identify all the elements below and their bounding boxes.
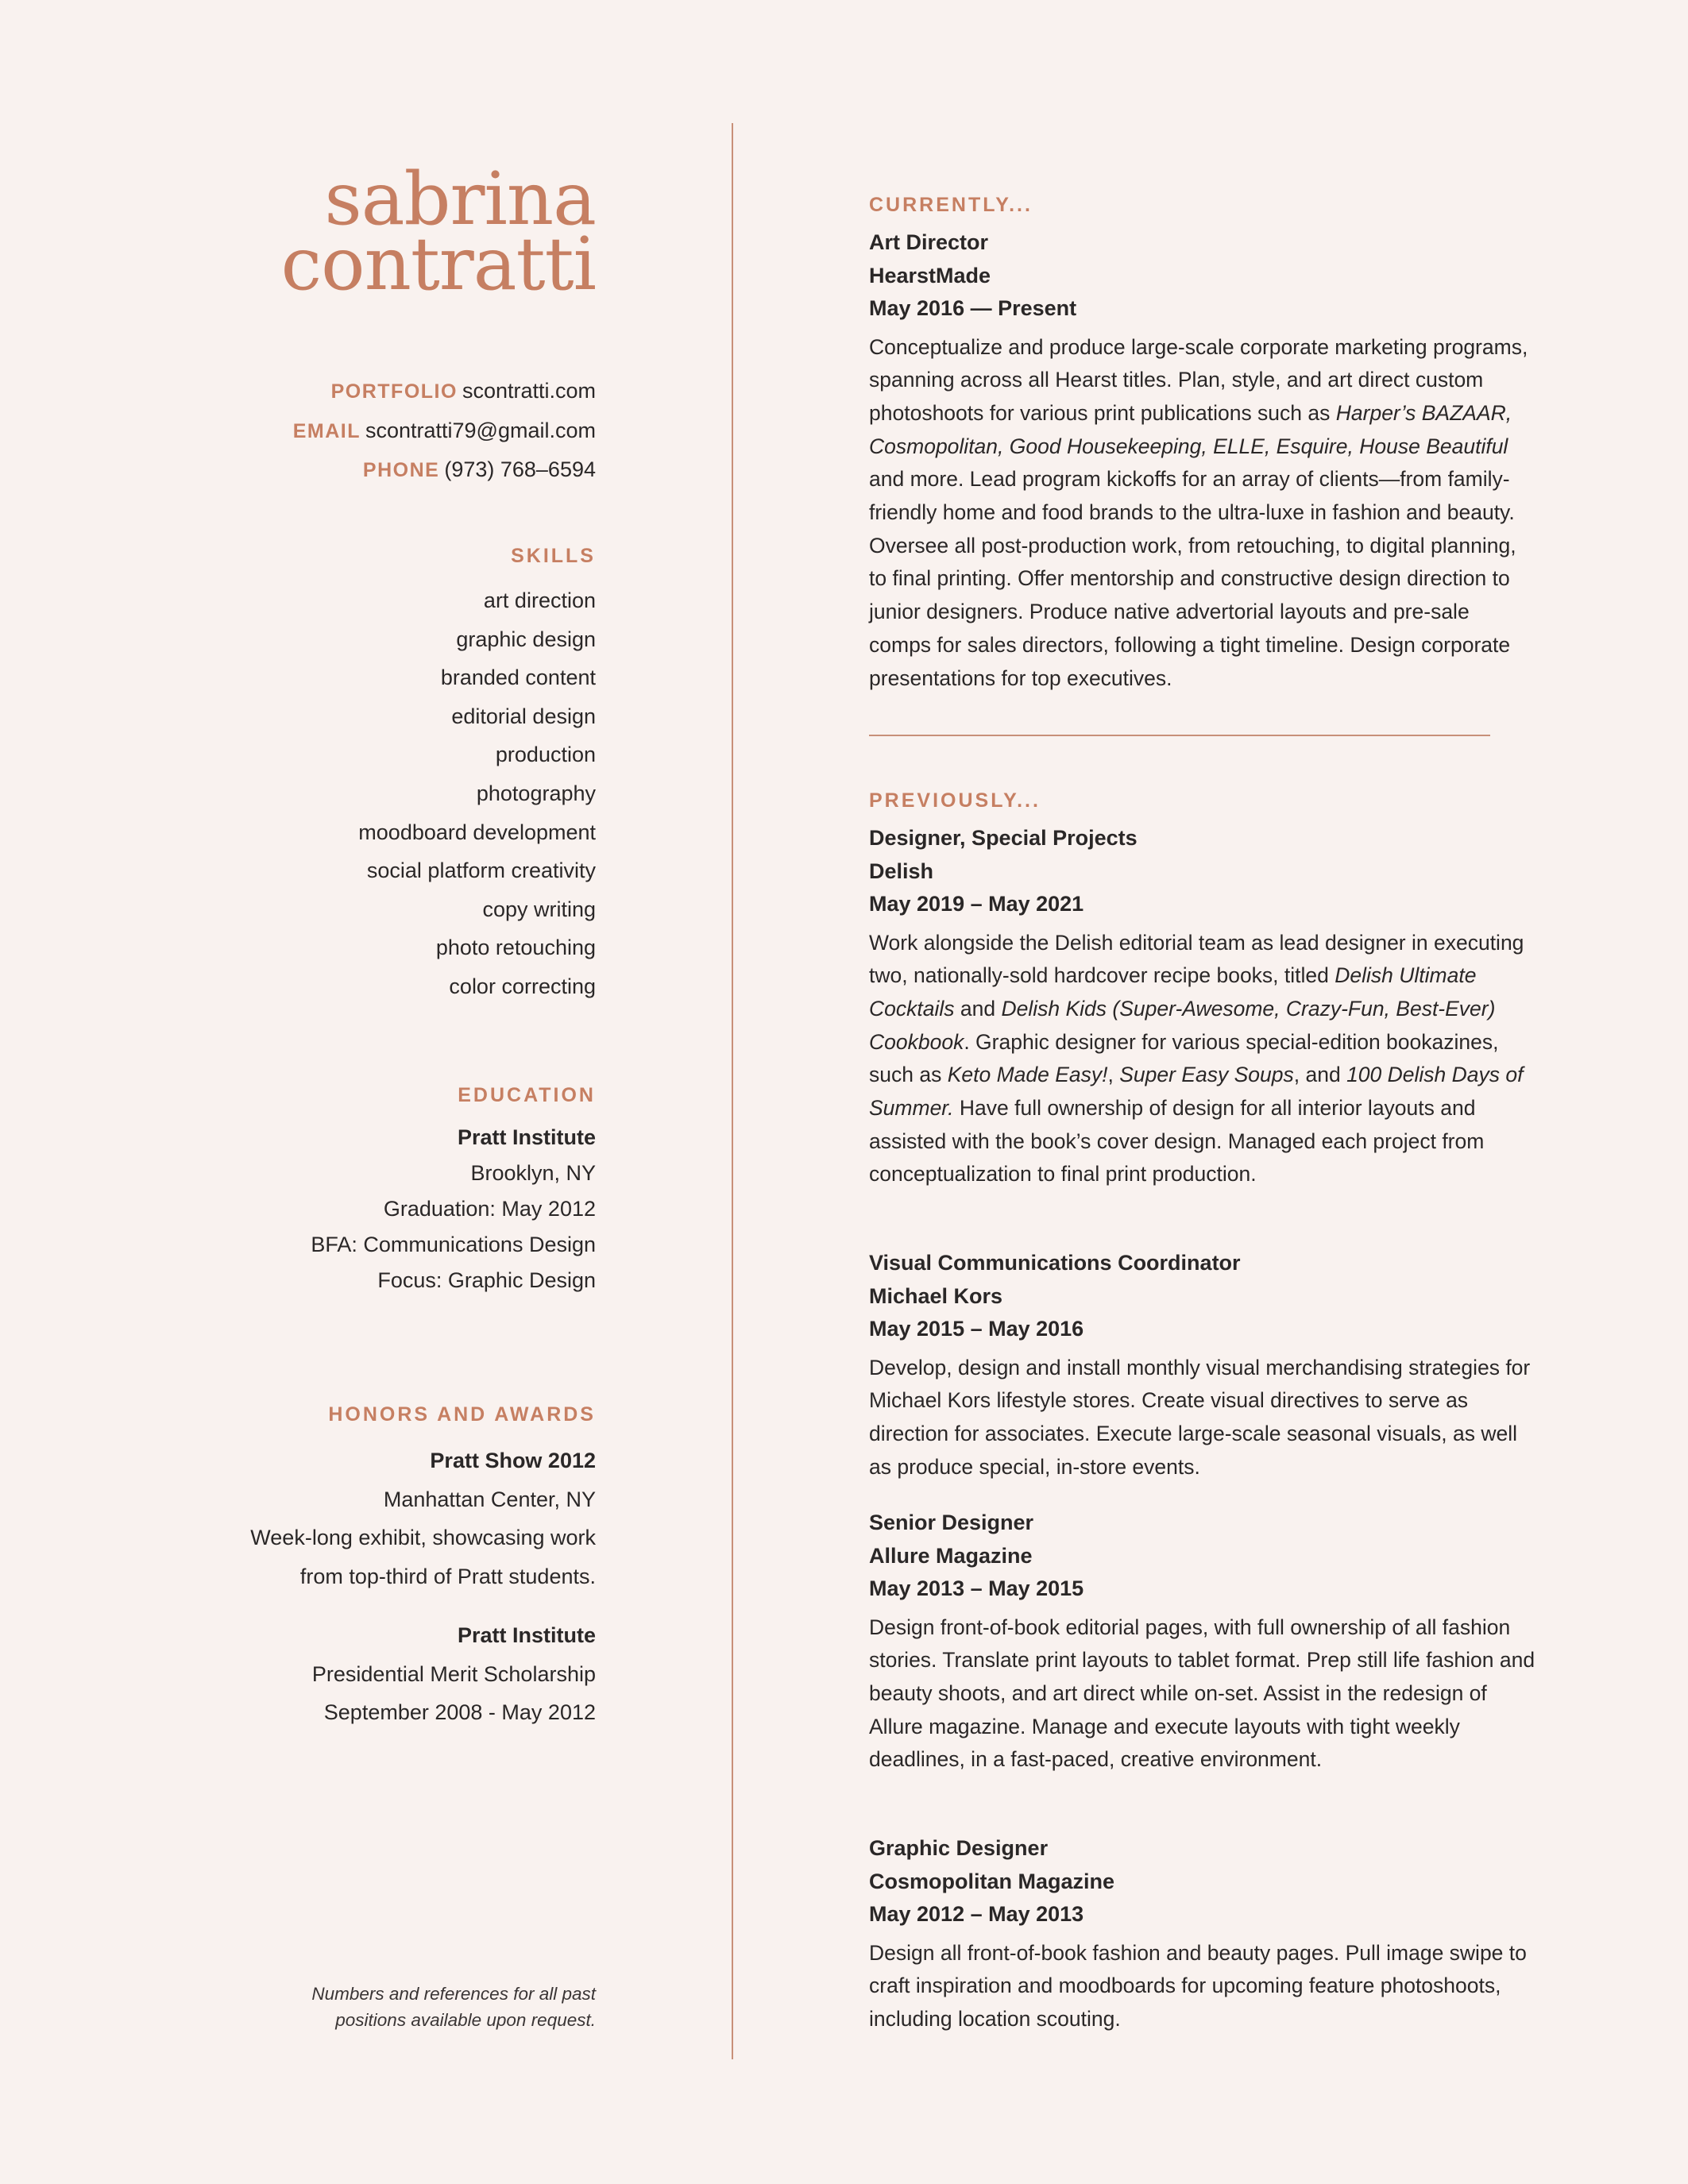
honor-title: Pratt Show 2012 [430, 1449, 596, 1472]
honor-line: from top-third of Pratt students. [299, 1564, 596, 1588]
education-graduation: Graduation: May 2012 [383, 1197, 596, 1221]
references-note-line: positions available upon request. [335, 2010, 596, 2030]
honor-item [103, 1441, 596, 1596]
first-name: sabrina [324, 156, 596, 241]
contact-portfolio [119, 372, 596, 411]
resume-name [119, 156, 596, 307]
job-description: Design all front-of-book fashion and beauty pages. Pull image swipe to craft inspiration and moodboards for upcoming feature photoshoots, including location scouting. [869, 1940, 1527, 2031]
skill-item: social platform creativity [366, 859, 596, 883]
skill-item: editorial design [451, 704, 596, 728]
job-company: Allure Magazine [869, 1543, 1033, 1568]
previous-job [869, 1507, 1536, 1777]
contact-info [119, 372, 596, 490]
honor-item [103, 1616, 596, 1732]
honor-line: Presidential Merit Scholarship [311, 1661, 596, 1686]
current-heading: CURRENTLY... [869, 194, 1033, 216]
job-title: Art Director [869, 230, 989, 254]
contact-label: PORTFOLIO [330, 380, 458, 403]
honor-line: September 2008 - May 2012 [323, 1700, 596, 1724]
vertical-divider [732, 123, 733, 2059]
phone-value: (973) 768–6594 [444, 457, 596, 481]
honor-line: Week-long exhibit, showcasing work [250, 1526, 596, 1549]
email-link[interactable]: scontratti79@gmail.com [365, 418, 596, 442]
job-dates: May 2016 — Present [869, 296, 1077, 320]
skill-item: production [495, 743, 596, 767]
contact-label: EMAIL [292, 419, 361, 442]
honors-heading: HONORS AND AWARDS [328, 1403, 596, 1426]
section-divider [869, 735, 1490, 736]
previous-job [869, 1247, 1536, 1484]
skill-item: art direction [483, 588, 596, 612]
last-name: contratti [280, 222, 596, 307]
job-dates: May 2013 – May 2015 [869, 1576, 1084, 1600]
skill-item: photography [476, 781, 596, 805]
skills-list [119, 581, 596, 1006]
contact-email [119, 411, 596, 451]
previous-heading: PREVIOUSLY... [869, 789, 1041, 812]
job-dates: May 2012 – May 2013 [869, 1902, 1084, 1926]
education-block [119, 1120, 596, 1298]
contact-label: PHONE [362, 459, 440, 481]
job-title: Visual Communications Coordinator [869, 1251, 1241, 1275]
job-company: Michael Kors [869, 1283, 1003, 1308]
honor-title: Pratt Institute [457, 1623, 596, 1647]
job-title: Graphic Designer [869, 1836, 1049, 1860]
job-dates: May 2015 – May 2016 [869, 1317, 1084, 1341]
education-focus: Focus: Graphic Design [377, 1268, 596, 1292]
job-title: Senior Designer [869, 1511, 1034, 1534]
job-company: Cosmopolitan Magazine [869, 1869, 1115, 1893]
education-degree: BFA: Communications Design [311, 1233, 596, 1256]
job-description: Conceptualize and produce large-scale corporate marketing programs, spanning across all Hearst titles. Plan, style, and art direct custom photoshoots for various print publications such as Harper’s BAZAAR, Cosmopolitan, Good Housekeeping, ELLE, Esquire, House Beautiful and more. Lead program kickoffs for an array of clients—from family-friendly home and food brands to the ultra-luxe in fashion and beauty. Oversee all post-production work, from retouching, to digital planning, to final printing. Offer mentorship and constructive design direction to junior designers. Produce native advertorial layouts and pre-sale comps for sales directors, following a tight timeline. Design corporate presentations for top executives. [869, 334, 1528, 690]
job-title: Designer, Special Projects [869, 826, 1138, 850]
skill-item: graphic design [456, 627, 596, 651]
job-company: HearstMade [869, 263, 991, 287]
job-description: Develop, design and install monthly visual merchandising strategies for Michael Kors lifestyle stores. Create visual directives to serve as direction for associates. Execute large-scale seasonal visuals, as well as produce special, in-store events. [869, 1355, 1531, 1479]
skill-item: color correcting [449, 974, 596, 998]
references-note [119, 1981, 596, 2033]
skill-item: copy writing [482, 897, 596, 921]
honor-line: Manhattan Center, NY [383, 1487, 596, 1511]
job-description: Work alongside the Delish editorial team as lead designer in executing two, nationally-sold hardcover recipe books, titled Delish Ultimate Cocktails and Delish Kids (Super-Awesome, Crazy-Fun, Best-Ever) Cookbook. Graphic designer for various special-edition bookazines, such as Keto Made Easy!, Super Easy Soups, and 100 Delish Days of Summer. Have full ownership of design for all interior layouts and assisted with the book’s cover design. Managed each project from conceptualization to final print production. [869, 930, 1524, 1187]
skill-item: photo retouching [435, 936, 596, 960]
education-school: Pratt Institute [457, 1125, 596, 1149]
previous-job [869, 1832, 1536, 2036]
skills-heading: SKILLS [511, 545, 596, 567]
education-location: Brooklyn, NY [470, 1161, 596, 1185]
job-company: Delish [869, 859, 934, 883]
education-heading: EDUCATION [458, 1084, 596, 1106]
job-dates: May 2019 – May 2021 [869, 892, 1084, 916]
skill-item: moodboard development [358, 820, 596, 844]
job-description: Design front-of-book editorial pages, with full ownership of all fashion stories. Translate print layouts to tablet format. Prep still life fashion and beauty shoots, and art direct while on-set. Assist in the redesign of Allure magazine. Manage and execute layouts with tight weekly deadlines, in a fast-paced, creative environment. [869, 1615, 1535, 1772]
previous-job [869, 822, 1536, 1191]
contact-phone [119, 450, 596, 490]
portfolio-link[interactable]: scontratti.com [462, 379, 596, 403]
references-note-line: Numbers and references for all past [311, 1984, 596, 2004]
skill-item: branded content [440, 666, 596, 690]
current-job [869, 226, 1536, 695]
